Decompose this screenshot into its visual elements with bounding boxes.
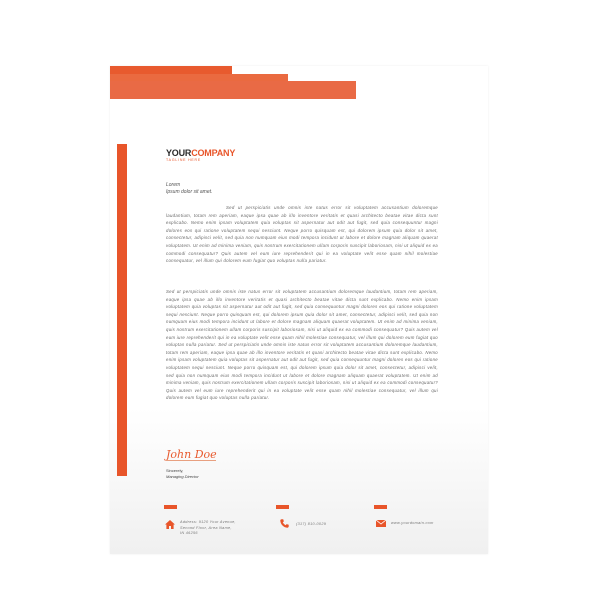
header-accent-bar	[110, 81, 356, 99]
greeting	[166, 182, 212, 196]
footer-accent	[374, 505, 387, 509]
company-logo	[166, 148, 235, 163]
signature: John Doe	[166, 448, 217, 461]
footer-website: www.yourdomain.com	[391, 521, 434, 525]
closing-text: Sincerely,	[166, 468, 184, 473]
mail-icon	[376, 520, 386, 527]
logo-wordmark	[166, 148, 235, 158]
logo-your: YOUR	[166, 148, 192, 158]
address-line: IN 46256	[180, 531, 198, 535]
body-paragraph: Sed ut perspiciatis unde omnis iste natus error sit voluptatem accusantium doloremque laudantium, totam rem aperiam, eaque ipsa quae ab illo inventore veritatis et quasi architecto beatae vitae dicta sunt explicabo. Nemo enim ipsam voluptatem quia voluptas sit aspernatur aut odit aut fugit, sed quia consequuntur magni dolores eos qui ratione voluptatem sequi nesciunt. Neque porro quisquam est, qui dolorem ipsum quia dolor sit amet, consectetur, adipisci velit, sed quia non numquam eius modi tempora incidunt ut labore et dolore magnam aliquam quaerat voluptatem. Ut enim ad minima veniam, quis nostrum exercitationem ullam corporis suscipit laboriosam, nisi ut aliquid ex ea commodi consequatur? Quis autem vel eum iure reprehenderit qui in ea voluptate velit esse quam nihil molestiae consequatur, vel illum qui dolorem eum fugiat quo voluptas nulla pariatur. Sed ut perspiciatis unde omnis iste natus error sit voluptatem accusantium doloremque laudantium, totam rem aperiam, eaque ipsa quae ab illo inventore veritatis et quasi architecto beatae vitae dicta sunt explicabo. Nemo enim ipsam voluptatem quia voluptas sit aspernatur aut odit aut fugit, sed quia consequuntur magni dolores eos qui ratione voluptatem sequi nesciunt. Neque porro quisquam est, qui dolorem ipsum quia dolor sit amet, consectetur, adipisci velit, sed quia non numquam eius modi tempora incidunt ut labore et dolore magnam aliquam quaerat voluptatem. Ut enim ad minima veniam, quis nostrum exercitationem ullam corporis suscipit laboriosam, nisi ut aliquid ex ea commodi consequatur? Quis autem vel eum iure reprehenderit qui in ea voluptate velit esse quam nihil molestiae consequatur, vel illum qui dolorem eum fugiat quo voluptas nulla pariatur.	[166, 289, 438, 401]
address-line: Second Floor, Area Name,	[180, 525, 232, 530]
footer-accent	[164, 505, 177, 509]
logo-company: COMPANY	[191, 148, 236, 158]
signature-underline	[166, 460, 216, 461]
address-line: Address: 9120 Your Avenue,	[180, 520, 236, 524]
footer-address	[180, 520, 236, 537]
body-paragraph: Sed ut perspiciatis unde omnis iste natus error sit voluptatem accusantium doloremque laudantium, totam rem aperiam, eaque ipsa quae ab illo inventore veritatis et quasi architecto beatae vitae dicta sunt explicabo. Nemo enim ipsam voluptatem quia voluptas sit aspernatur aut odit aut fugit, sed quia consequuntur magni dolores eos qui ratione voluptatem sequi nesciunt. Neque porro quisquam est, qui dolorem ipsum quia dolor sit amet, consectetur, adipisci velit, sed quia non numquam eius modi tempora incidunt ut labore et dolore magnam aliquam quaerat voluptatem. Ut enim ad minima veniam, quis nostrum exercitationem ullam corporis suscipit laboriosam, nisi ut aliquid ex ea commodi consequatur? Quis autem vel eum iure reprehenderit qui in ea voluptate velit esse quam nihil molestiae consequatur, vel illum qui dolorem eum fugiat quo voluptas nulla pariatur.	[166, 205, 438, 264]
closing-block	[166, 468, 199, 480]
logo-tagline: TAGLINE HERE	[166, 158, 202, 162]
greeting-line: Lorem	[166, 182, 181, 188]
footer-accent	[276, 505, 289, 509]
signer-role: Managing Director	[166, 474, 199, 479]
home-icon	[165, 520, 175, 529]
letterhead-page	[110, 66, 488, 554]
phone-icon	[280, 519, 289, 528]
side-accent-stripe	[117, 144, 127, 476]
greeting-line: Ipsum dolor sit amet.	[166, 189, 213, 195]
footer-phone: (317) 810-0029	[296, 522, 327, 526]
